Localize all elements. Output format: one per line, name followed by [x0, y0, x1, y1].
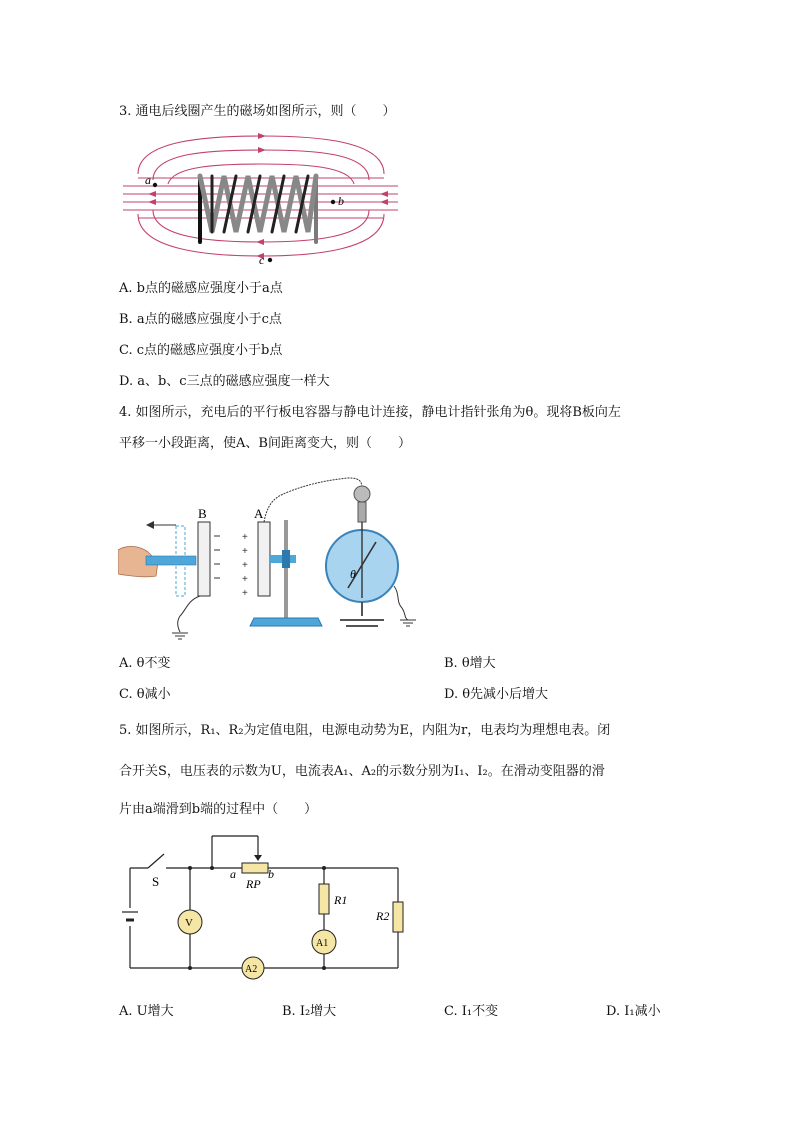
- q5-option-b[interactable]: B. I₂增大: [282, 1004, 337, 1019]
- label-c: c: [259, 253, 265, 267]
- plate-b-label: B: [198, 506, 207, 521]
- label-b: b: [338, 194, 344, 208]
- svg-text:+: +: [242, 546, 248, 557]
- svg-text:+: +: [242, 560, 248, 571]
- q5-option-d[interactable]: D. I₁减小: [606, 1004, 661, 1019]
- q5-option-c[interactable]: C. I₁不变: [444, 1004, 499, 1019]
- switch-s-label: S: [152, 874, 160, 889]
- q4-option-a[interactable]: A. θ不变: [119, 656, 171, 671]
- q3-option-a[interactable]: A. b点的磁感应强度小于a点: [119, 281, 283, 296]
- q4-option-d[interactable]: D. θ先减小后增大: [444, 687, 549, 702]
- theta-label: θ: [350, 567, 356, 581]
- ammeter-a1-label: A1: [316, 938, 329, 949]
- q5-stem-line3: 片由a端滑到b端的过程中（ ）: [119, 802, 318, 817]
- q3-stem: 3. 通电后线圈产生的磁场如图所示，则（ ）: [119, 104, 396, 119]
- q3-option-c[interactable]: C. c点的磁感应强度小于b点: [119, 343, 283, 358]
- r1-label: R1: [334, 893, 348, 907]
- r2-label: R2: [376, 909, 390, 923]
- voltmeter-label: V: [185, 917, 193, 929]
- svg-text:+: +: [242, 574, 248, 585]
- q4-capacitor-figure: [118, 470, 428, 640]
- ammeter-a2-label: A2: [245, 964, 258, 975]
- q5-stem-line1: 5. 如图所示，R₁、R₂为定值电阻，电源电动势为E，内阻为r，电表均为理想电表。闭: [119, 723, 611, 738]
- q4-option-b[interactable]: B. θ增大: [444, 656, 496, 671]
- q4-stem-line2: 平移一小段距离，使A、B间距离变大，则（ ）: [119, 436, 411, 451]
- q5-circuit-figure: [118, 830, 418, 980]
- q5-stem-line2: 合开关S，电压表的示数为U，电流表A₁、A₂的示数分别为I₁、I₂。在滑动变阻器的滑: [119, 764, 605, 779]
- plate-a-label: A: [254, 506, 264, 521]
- q4-stem-line1: 4. 如图所示，充电后的平行板电容器与静电计连接，静电计指针张角为θ。现将B板向左: [119, 405, 621, 420]
- q3-solenoid-figure: [118, 130, 403, 270]
- q5-option-a[interactable]: A. U增大: [119, 1004, 174, 1019]
- svg-text:+: +: [242, 532, 248, 543]
- q3-option-d[interactable]: D. a、b、c三点的磁感应强度一样大: [119, 374, 330, 389]
- rheostat-end-b: b: [268, 867, 274, 881]
- q3-option-b[interactable]: B. a点的磁感应强度小于c点: [119, 312, 282, 327]
- svg-text:+: +: [242, 588, 248, 599]
- q4-option-c[interactable]: C. θ减小: [119, 687, 171, 702]
- rp-label: RP: [246, 877, 261, 891]
- rheostat-end-a: a: [230, 867, 236, 881]
- label-a: a: [145, 173, 151, 187]
